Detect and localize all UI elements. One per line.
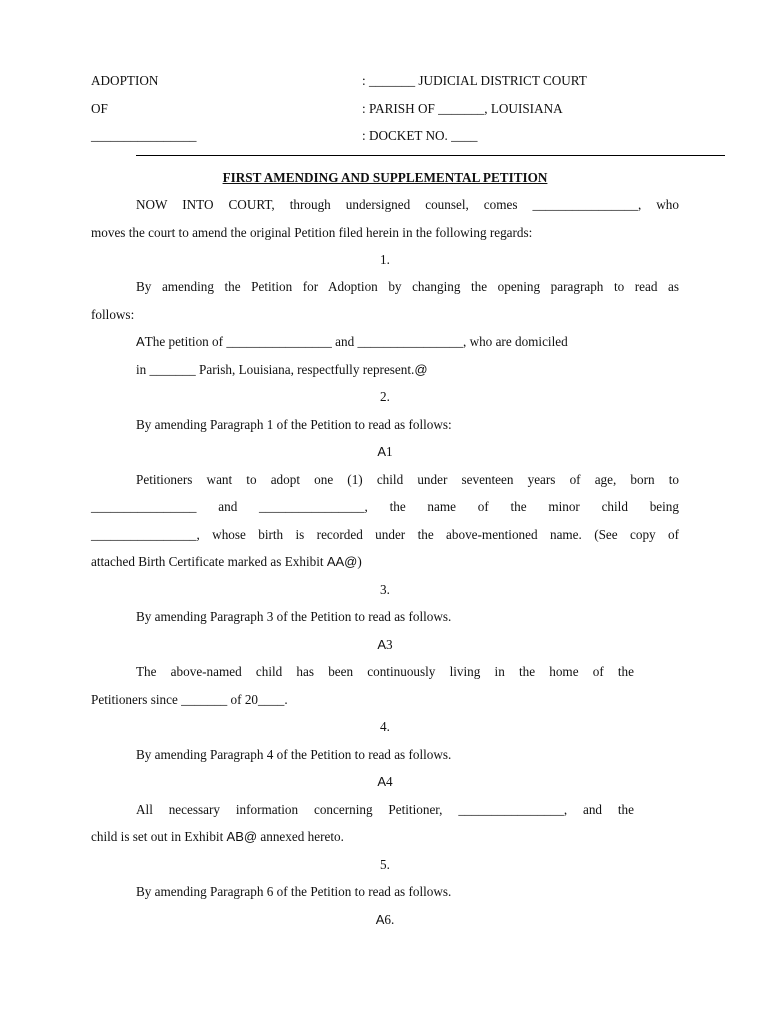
intro-line-1: NOW INTO COURT, through undersigned counsel, comes ________________, who [136, 197, 679, 212]
section-2-para-line-1: Petitioners want to adopt one (1) child under seventeen years of age, born to [136, 472, 679, 487]
section-2-line-1: By amending Paragraph 1 of the Petition to read as follows: [136, 417, 452, 432]
section-3-para-line-2: Petitioners since _______ of 20____. [91, 692, 288, 707]
document-title: FIRST AMENDING AND SUPPLEMENTAL PETITION [222, 170, 548, 185]
quote-open-mark: A [136, 334, 145, 349]
section-2-sub-heading [0, 444, 770, 460]
caption-left-adoption: ADOPTION [91, 73, 159, 88]
section-1-line-2: follows: [91, 307, 135, 322]
section-3-para-line-1: The above-named child has been continuously living in the home of the [136, 664, 634, 679]
section-3-sub-heading [0, 637, 770, 653]
section-5-line-1: By amending Paragraph 6 of the Petition to read as follows. [136, 884, 452, 899]
section-4-para-line-1: All necessary information concerning Petitioner, ________________, and the [136, 802, 634, 817]
section-number-1: 1. [380, 252, 390, 267]
section-number-5: 5. [380, 857, 390, 872]
sub-heading-mark: A [377, 774, 387, 789]
exhibit-b-mark: AB@ [226, 829, 258, 844]
section-2-para-line-4 [91, 554, 362, 570]
section-number-2: 2. [380, 389, 390, 404]
sub-heading-number: 3 [386, 637, 393, 652]
section-number-3: 3. [380, 582, 390, 597]
caption-divider [136, 155, 725, 156]
caption-docket: : DOCKET NO. ____ [362, 128, 478, 143]
caption-left-name-blank: ________________ [91, 128, 197, 143]
sub-heading-number: 1 [386, 444, 393, 459]
sub-heading-mark: A [375, 912, 385, 927]
section-3-line-1: By amending Paragraph 3 of the Petition to read as follows. [136, 609, 452, 624]
section-4-sub-heading [0, 774, 770, 790]
exhibit-a-text: attached Birth Certificate marked as Exhibit [91, 554, 327, 569]
sub-heading-mark: A [377, 637, 387, 652]
section-4-line-1: By amending Paragraph 4 of the Petition to read as follows. [136, 747, 452, 762]
caption-left-of: OF [91, 101, 108, 116]
section-4-para-line-2 [91, 829, 344, 845]
section-1-quote-line-2 [136, 362, 428, 378]
section-2-para-line-2: ________________ and ________________, the name of the minor child being [91, 499, 679, 514]
section-2-para-line-3: ________________, whose birth is recorded under the above-mentioned name. (See copy of [91, 527, 679, 542]
section-1-line-1: By amending the Petition for Adoption by changing the opening paragraph to read as [136, 279, 679, 294]
exhibit-b-text: child is set out in Exhibit [91, 829, 227, 844]
exhibit-a-close: ) [357, 554, 362, 569]
quote-text-1: The petition of ________________ and ________________, who are domiciled [144, 334, 568, 349]
section-1-quote-line-1 [136, 334, 568, 350]
exhibit-a-mark: AA@ [326, 554, 358, 569]
sub-heading-number: 6. [384, 912, 395, 927]
caption-parish: : PARISH OF _______, LOUISIANA [362, 101, 563, 116]
quote-text-2: in _______ Parish, Louisiana, respectfully represent. [136, 362, 415, 377]
intro-line-2: moves the court to amend the original Petition filed herein in the following regards: [91, 225, 533, 240]
sub-heading-number: 4 [386, 774, 393, 789]
section-5-sub-heading [0, 912, 770, 928]
quote-close-mark: @ [414, 362, 428, 377]
caption-court: : _______ JUDICIAL DISTRICT COURT [362, 73, 587, 88]
exhibit-b-post: annexed hereto. [257, 829, 344, 844]
section-number-4: 4. [380, 719, 390, 734]
sub-heading-mark: A [377, 444, 387, 459]
